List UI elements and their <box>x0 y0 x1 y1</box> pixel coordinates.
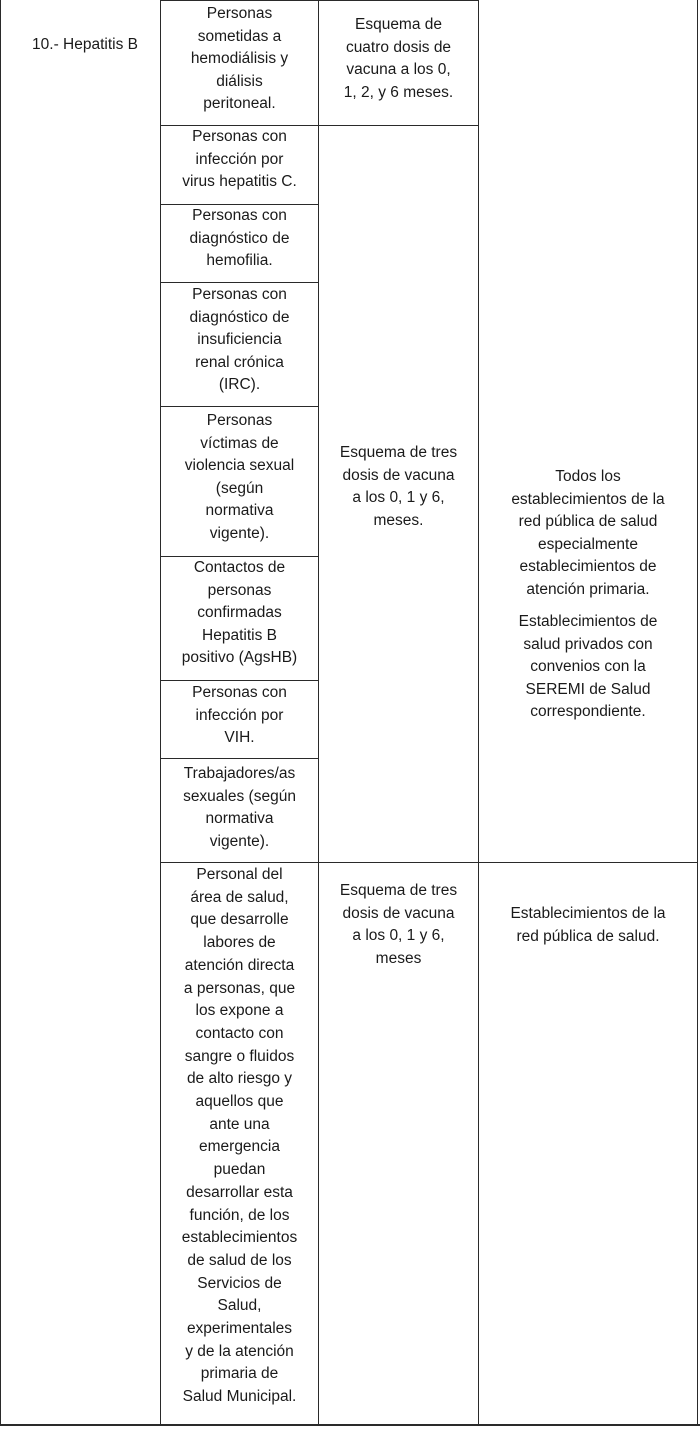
place-cell-public-network-staff <box>479 903 697 948</box>
cell-line: red pública de salud <box>518 513 658 531</box>
cell-line: (según <box>215 479 264 497</box>
cell-line: Personal del <box>196 866 283 883</box>
cell-line: atención primaria. <box>526 580 650 598</box>
cell-line: Esquema de tres <box>339 444 458 461</box>
cell-line: Personas con <box>192 128 287 145</box>
column-divider-2 <box>318 0 319 1426</box>
table-left-border <box>0 0 1 1426</box>
vaccine-name: 10.- Hepatitis B <box>32 36 138 53</box>
cell-line: Hepatitis B <box>202 626 277 644</box>
cell-line: y de la atención <box>185 1342 294 1360</box>
cell-line: normativa <box>205 810 274 828</box>
cell-line: atención directa <box>184 956 295 974</box>
cell-line: primaria de <box>200 1365 279 1383</box>
cell-line: renal crónica <box>195 353 284 371</box>
cell-line: normativa <box>205 502 274 520</box>
table-top-border <box>160 0 478 1</box>
cell-line: cuatro dosis de <box>345 38 452 56</box>
place-cell-private-network <box>479 611 697 724</box>
row-divider <box>160 862 698 863</box>
cell-line: 1, 2, y 6 meses. <box>343 83 454 101</box>
scheme-cell-three-doses <box>319 442 478 532</box>
group-cell-renal <box>161 284 318 397</box>
cell-line: sangre o fluidos <box>184 1047 295 1065</box>
group-cell-health-staff <box>161 864 318 1409</box>
cell-line: convenios con la <box>530 658 646 676</box>
cell-line: vigente). <box>209 524 270 542</box>
cell-line: Contactos de <box>193 559 286 576</box>
cell-line: vigente). <box>209 832 270 850</box>
group-cell-hepatitis-c <box>161 126 318 194</box>
cell-line: labores de <box>203 934 276 952</box>
group-cell-dialysis <box>161 3 318 116</box>
cell-line: hemodiálisis y <box>190 50 289 68</box>
row-divider <box>160 282 319 283</box>
table-right-border <box>697 0 698 1426</box>
cell-line: Salud Municipal. <box>182 1388 297 1406</box>
cell-line: Esquema de <box>354 16 443 33</box>
table-bottom-border <box>0 1424 700 1426</box>
scheme-cell-four-doses <box>319 14 478 104</box>
cell-line: Esquema de tres <box>339 882 458 899</box>
group-cell-sex-workers <box>161 763 318 853</box>
cell-line: personas <box>207 581 272 599</box>
group-cell-violence <box>161 410 318 546</box>
cell-line: ante una <box>209 1115 270 1133</box>
row-divider <box>160 680 319 681</box>
cell-line: SEREMI de Salud <box>525 680 651 698</box>
cell-line: contacto con <box>195 1024 284 1042</box>
cell-line: establecimientos de la <box>511 490 665 508</box>
cell-line: correspondiente. <box>530 703 646 721</box>
cell-line: función, de los <box>189 1206 290 1224</box>
cell-line: peritoneal. <box>203 95 276 113</box>
cell-line: Personas con <box>192 207 287 224</box>
cell-line: infección por <box>195 150 284 168</box>
cell-line: a personas, que <box>183 979 296 997</box>
group-cell-contacts <box>161 557 318 670</box>
cell-line: meses. <box>373 511 424 529</box>
scheme-cell-three-doses-staff <box>319 880 478 970</box>
cell-line: Personas <box>206 5 273 22</box>
cell-line: especialmente <box>538 535 638 553</box>
cell-line: red pública de salud. <box>516 927 660 945</box>
cell-line: emergencia <box>199 1138 280 1156</box>
cell-line: Personas <box>206 412 273 429</box>
group-cell-hemophilia <box>161 205 318 273</box>
cell-line: área de salud, <box>190 888 289 906</box>
cell-line: establecimientos de <box>519 558 657 576</box>
cell-line: dosis de vacuna <box>342 466 455 484</box>
cell-line: diagnóstico de <box>189 308 290 326</box>
row-divider <box>318 125 479 126</box>
cell-line: experimentales <box>186 1320 293 1338</box>
cell-line: positivo (AgsHB) <box>181 649 298 667</box>
cell-line: Personas con <box>192 286 287 303</box>
cell-line: víctimas de <box>200 434 279 452</box>
cell-line: de alto riesgo y <box>186 1070 293 1088</box>
cell-line: infección por <box>195 706 284 724</box>
cell-line: los expone a <box>195 1002 284 1020</box>
cell-line: salud privados con <box>523 635 653 653</box>
cell-line: a los 0, 1 y 6, <box>352 489 445 507</box>
cell-line: Todos los <box>555 468 621 485</box>
cell-line: sexuales (según <box>183 787 296 805</box>
place-cell-public-network <box>479 466 697 602</box>
cell-line: insuficiencia <box>197 331 282 349</box>
cell-line: a los 0, 1 y 6, <box>352 927 445 945</box>
cell-line: diagnóstico de <box>189 229 290 247</box>
cell-line: que desarrolle <box>190 911 289 929</box>
cell-line: establecimientos <box>181 1229 298 1247</box>
row-divider <box>160 406 319 407</box>
cell-line: hemofilia. <box>206 252 273 270</box>
cell-line: Salud, <box>217 1297 262 1315</box>
cell-line: de salud de los <box>187 1251 292 1269</box>
cell-line: puedan <box>213 1161 266 1179</box>
cell-line: Establecimientos de la <box>510 905 666 922</box>
cell-line: diálisis <box>216 72 263 90</box>
cell-line: (IRC). <box>218 376 261 394</box>
cell-line: aquellos que <box>195 1093 284 1111</box>
cell-line: meses <box>375 949 422 967</box>
cell-line: Trabajadores/as <box>183 765 296 782</box>
cell-line: vacuna a los 0, <box>346 61 451 79</box>
cell-line: Establecimientos de <box>518 613 658 630</box>
cell-line: violencia sexual <box>184 457 295 475</box>
cell-line: VIH. <box>224 729 255 747</box>
cell-line: confirmadas <box>197 604 282 622</box>
cell-line: virus hepatitis C. <box>182 173 297 191</box>
cell-line: Servicios de <box>197 1274 282 1292</box>
row-divider <box>160 758 319 759</box>
cell-line: dosis de vacuna <box>342 904 455 922</box>
group-cell-hiv <box>161 682 318 750</box>
cell-line: desarrollar esta <box>186 1183 293 1201</box>
cell-line: sometidas a <box>197 27 282 45</box>
cell-line: Personas con <box>192 684 287 701</box>
